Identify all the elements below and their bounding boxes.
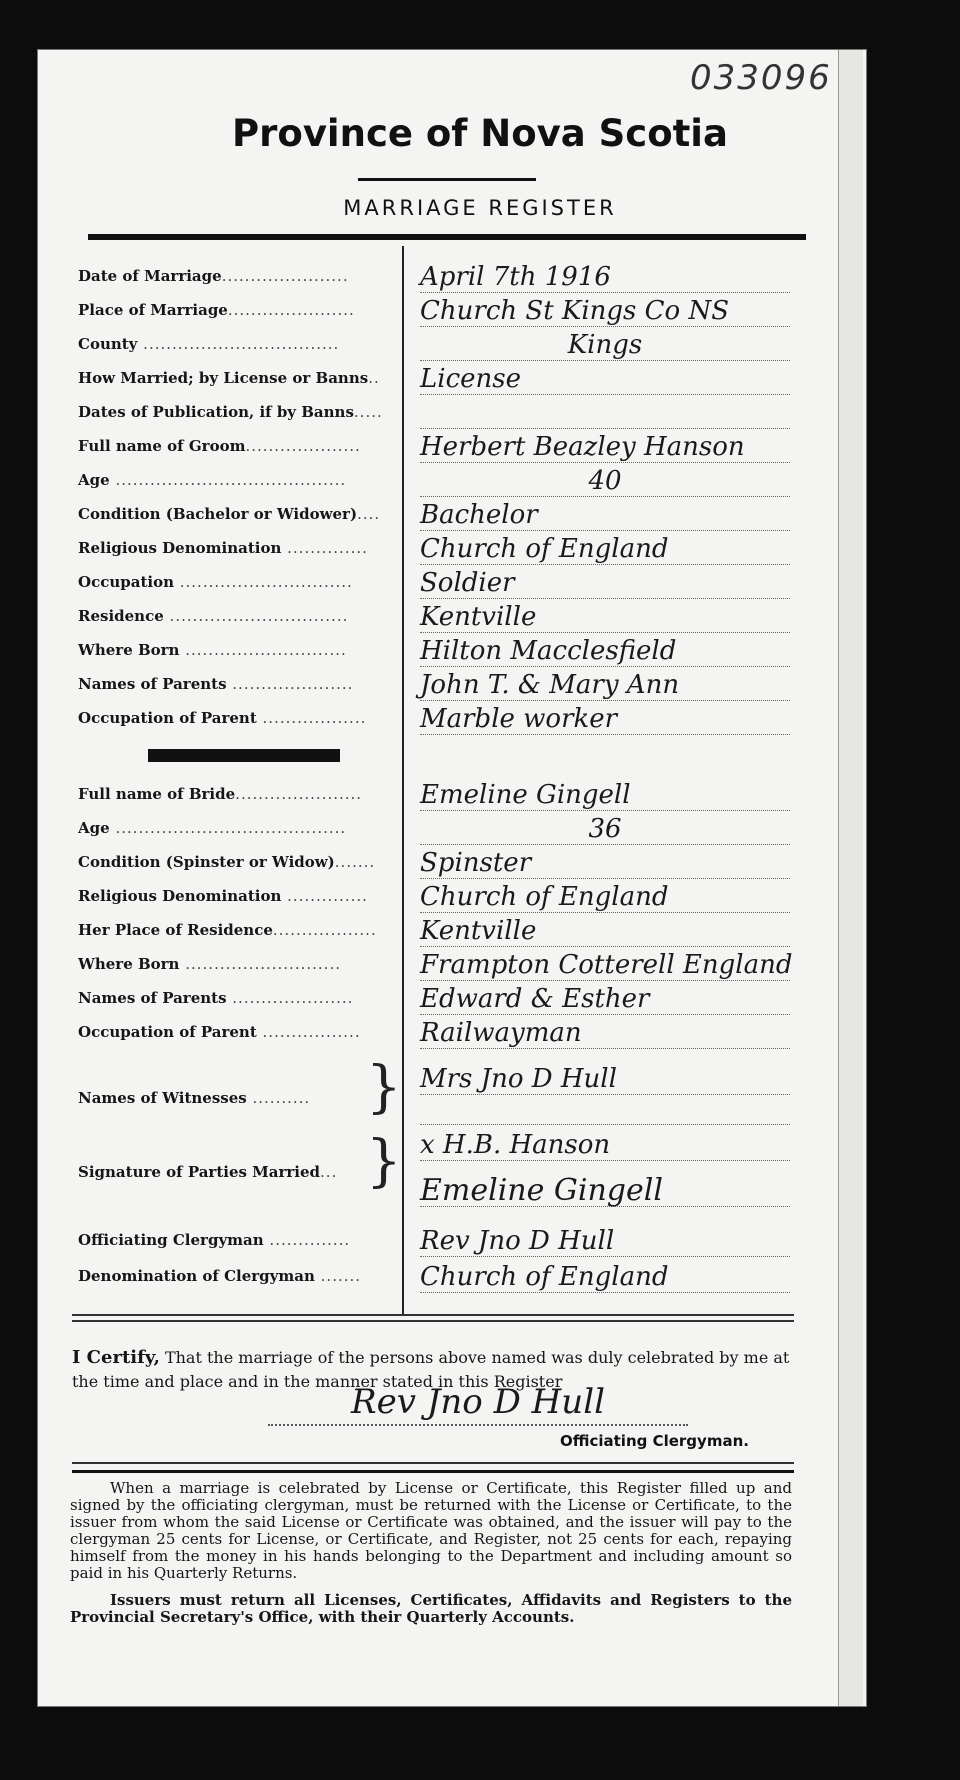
- section-divider: [148, 749, 340, 762]
- field-label: How Married; by License or Banns: [78, 369, 369, 387]
- field-label: Occupation of Parent: [78, 709, 257, 727]
- dates-of-publication-value: [420, 398, 790, 429]
- field-label: Names of Parents: [78, 675, 227, 693]
- header-divider: [88, 234, 806, 240]
- certification-signature: Rev Jno D Hull: [268, 1380, 688, 1426]
- bride-religion-value: Church of England: [420, 882, 790, 913]
- notice-block: [70, 1480, 792, 1636]
- county-value: Kings: [420, 330, 790, 361]
- page-title: Province of Nova Scotia: [232, 112, 728, 155]
- signature-caption: Officiating Clergyman.: [560, 1432, 749, 1450]
- notice-divider: [72, 1462, 794, 1473]
- field-label: Occupation of Parent: [78, 1023, 257, 1041]
- witnesses-value: Mrs Jno D Hull: [420, 1064, 790, 1095]
- document-number: 033096: [690, 58, 832, 98]
- field-label: Condition (Bachelor or Widower): [78, 505, 358, 523]
- field-label: Dates of Publication, if by Banns: [78, 403, 354, 421]
- groom-signature: x H.B. Hanson: [420, 1130, 790, 1161]
- field-label: Age: [78, 819, 110, 837]
- field-label: Names of Witnesses: [78, 1089, 247, 1107]
- field-label: Where Born: [78, 641, 180, 659]
- page-edge: [838, 50, 863, 1706]
- bride-parents-value: Edward & Esther: [420, 984, 790, 1015]
- certify-lead: I Certify,: [72, 1347, 160, 1368]
- field-label: Residence: [78, 607, 164, 625]
- field-label: Where Born: [78, 955, 180, 973]
- groom-occupation-value: Soldier: [420, 568, 790, 599]
- bride-age-value: 36: [420, 814, 790, 845]
- field-label: Occupation: [78, 573, 174, 591]
- field-label: Condition (Spinster or Widow): [78, 853, 335, 871]
- notice-paragraph: When a marriage is celebrated by License or Certificate, this Register filled up and signed by the officiating clergyman, must be returned with the License or Certificate, to the issuer from whom the said License or Certificate was obtained, and the issuer will pay to the clergyman 25 cents for License, or Certificate, and Register, not 25 cents for each, repaying himself from the money in his hands belonging to the Department and including amount so paid in his Quarterly Returns.: [70, 1479, 792, 1582]
- field-label: Religious Denomination: [78, 539, 282, 557]
- field-label: Place of Marriage: [78, 301, 228, 319]
- field-label: Her Place of Residence: [78, 921, 273, 939]
- bride-signature: Emeline Gingell: [420, 1176, 790, 1207]
- field-label: Religious Denomination: [78, 887, 282, 905]
- groom-parent-occupation-value: Marble worker: [420, 704, 790, 735]
- field-label: Names of Parents: [78, 989, 227, 1007]
- notice-bold-paragraph: Issuers must return all Licenses, Certificates, Affidavits and Registers to the Provincial Secretary's Office, with their Quarterly Accounts.: [70, 1591, 792, 1626]
- page-subtitle: MARRIAGE REGISTER: [343, 196, 617, 220]
- how-married-value: License: [420, 364, 790, 395]
- bride-parent-occupation-value: Railwayman: [420, 1018, 790, 1049]
- field-label: Full name of Bride: [78, 785, 236, 803]
- field-label: Officiating Clergyman: [78, 1231, 264, 1249]
- title-divider: [358, 178, 536, 181]
- field-label: Signature of Parties Married: [78, 1163, 321, 1181]
- certify-divider: [72, 1314, 794, 1322]
- field-label: County: [78, 335, 138, 353]
- officiating-clergyman-value: Rev Jno D Hull: [420, 1226, 790, 1257]
- groom-condition-value: Bachelor: [420, 500, 790, 531]
- bride-condition-value: Spinster: [420, 848, 790, 879]
- field-label: Denomination of Clergyman: [78, 1267, 315, 1285]
- bride-where-born-value: Frampton Cotterell England: [420, 950, 793, 980]
- groom-residence-value: Kentville: [420, 602, 790, 633]
- groom-where-born-value: Hilton Macclesfield: [420, 636, 790, 667]
- field-label: Full name of Groom: [78, 437, 246, 455]
- groom-parents-value: John T. & Mary Ann: [420, 670, 790, 701]
- bride-residence-value: Kentville: [420, 916, 790, 947]
- place-of-marriage-value: Church St Kings Co NS: [420, 296, 790, 327]
- certify-body: That the marriage of the persons above named was duly celebrated by me at the time and place and in the manner stated in this Register: [72, 1348, 790, 1391]
- groom-religion-value: Church of England: [420, 534, 790, 565]
- bride-name-value: Emeline Gingell: [420, 780, 790, 811]
- witness-blank-line: [420, 1124, 790, 1125]
- witness-brace: }: [366, 1055, 402, 1120]
- field-label: Age: [78, 471, 110, 489]
- clergy-denomination-value: Church of England: [420, 1262, 790, 1293]
- groom-age-value: 40: [420, 466, 790, 497]
- field-label: Date of Marriage: [78, 267, 222, 285]
- signature-brace: }: [366, 1129, 402, 1194]
- date-of-marriage-value: April 7th 1916: [420, 262, 790, 293]
- groom-name-value: Herbert Beazley Hanson: [420, 432, 790, 463]
